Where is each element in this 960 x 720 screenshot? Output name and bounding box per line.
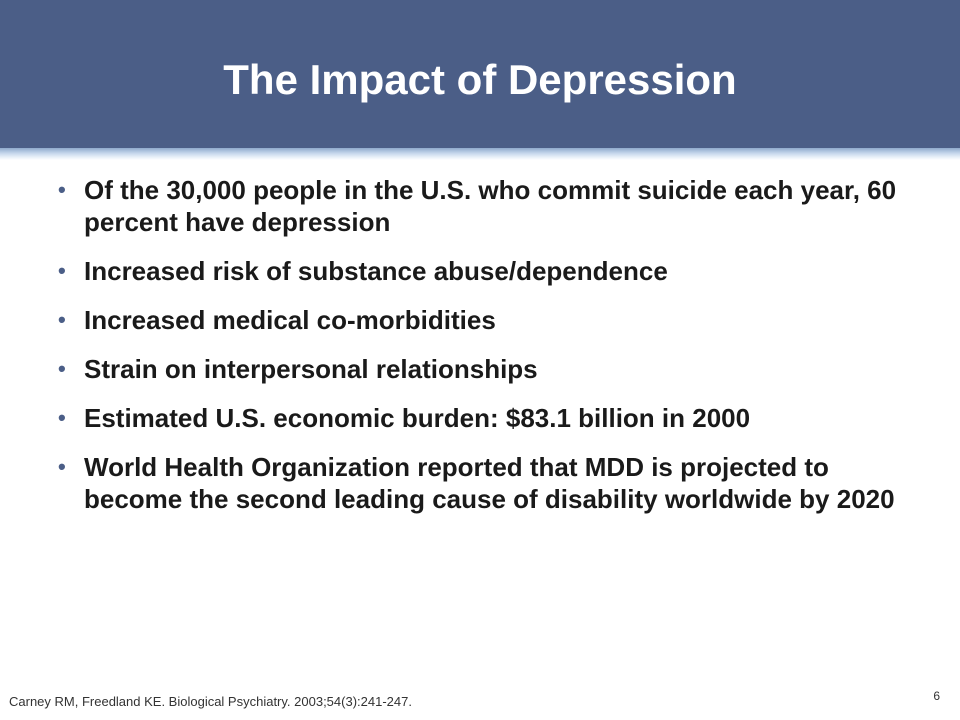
bullet-icon: • xyxy=(58,307,66,332)
bullet-text: Estimated U.S. economic burden: $83.1 billion in 2000 xyxy=(84,403,751,433)
bullet-item xyxy=(58,451,898,515)
bullet-item xyxy=(58,353,898,385)
bullet-item xyxy=(58,402,898,434)
slide-title: The Impact of Depression xyxy=(223,56,737,103)
bullet-list xyxy=(58,174,898,532)
bullet-item xyxy=(58,304,898,336)
bullet-text: Increased medical co-morbidities xyxy=(84,305,496,335)
bullet-icon: • xyxy=(58,258,66,283)
bullet-text: Strain on interpersonal relationships xyxy=(84,354,538,384)
bullet-icon: • xyxy=(58,405,66,430)
bullet-text: Increased risk of substance abuse/dependence xyxy=(84,256,668,286)
bullet-icon: • xyxy=(58,454,66,479)
bullet-icon: • xyxy=(58,177,66,202)
bullet-icon: • xyxy=(58,356,66,381)
bullet-item xyxy=(58,255,898,287)
bullet-text: Of the 30,000 people in the U.S. who commit suicide each year, 60 percent have depression xyxy=(84,175,897,237)
citation-text: Carney RM, Freedland KE. Biological Psychiatry. 2003;54(3):241-247. xyxy=(9,694,412,709)
title-banner-stripe xyxy=(0,148,960,160)
slide-number: 6 xyxy=(933,689,940,703)
bullet-item xyxy=(58,174,898,238)
bullet-text: World Health Organization reported that MDD is projected to become the second leading cause of disability worldwide by 2020 xyxy=(84,452,895,514)
